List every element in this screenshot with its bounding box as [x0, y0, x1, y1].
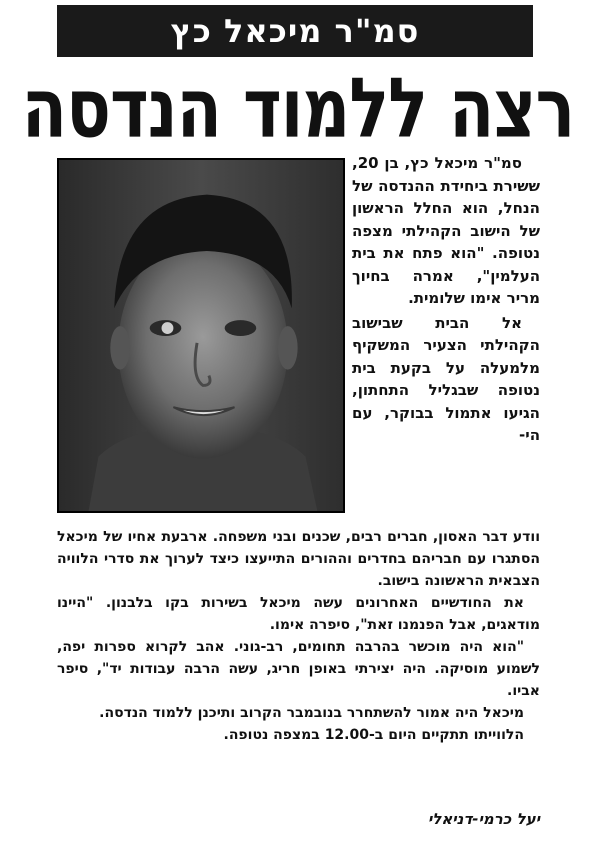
author-byline: יעל כרמי-דניאלי [427, 810, 540, 828]
banner-name: סמ"ר מיכאל כץ [170, 12, 420, 50]
body-paragraph-3: "הוא היה מוכשר בהרבה תחומים, רב-גוני. אהב לקרוא ספרות יפה, לשמוע מוסיקה. היה יצירתי באופן חריג, עשה הרבה עבודות יד", סיפר אביו. [57, 639, 540, 699]
body-paragraph-5: הלווייתו תתקיים היום ב-12.00 במצפה נטופה. [223, 727, 524, 743]
portrait-image [59, 160, 343, 511]
body-paragraph-1: וודע דבר האסון, חברים רבים, שכנים ובני משפחה. ארבעת אחיו של מיכאל הסתגרו עם חבריהם בחדרים וההורים התייעצו כיצד לערוך את סדרי הלוויה הצבאית הראשונה בישוב. [57, 529, 540, 589]
headline-text: רצה ללמוד הנדסה [21, 60, 575, 157]
lead-column [352, 152, 540, 447]
body-paragraph-2: את החודשיים האחרונים עשה מיכאל בשירות בקו בלבנון. "היינו מודאגים, אבל הפנמנו זאת", סיפרה אימו. [57, 595, 540, 633]
portrait-photo [57, 158, 345, 513]
name-banner [57, 5, 533, 57]
body-paragraph-4: מיכאל היה אמור להשתחרר בנובמבר הקרוב ותיכנן ללמוד הנדסה. [99, 705, 524, 721]
second-paragraph: אל הבית שבישוב הקהילתי הצעיר המשקיף מלמעלה על בקעת בית נטופה שבגליל התחתון, הגיעו אתמול בבוקר, עם הי- [352, 313, 540, 444]
lead-paragraph: סמ"ר מיכאל כץ, בן 20, ששירת ביחידת ההנדסה של הנחל, הוא החלל הראשון של הישוב הקהילתי מצפה נטופה. "הוא פתח את בית העלמין", אמרה בחיוך מריר אימו שלומית. [352, 154, 540, 307]
article-body [57, 526, 540, 746]
article-headline [21, 60, 575, 157]
